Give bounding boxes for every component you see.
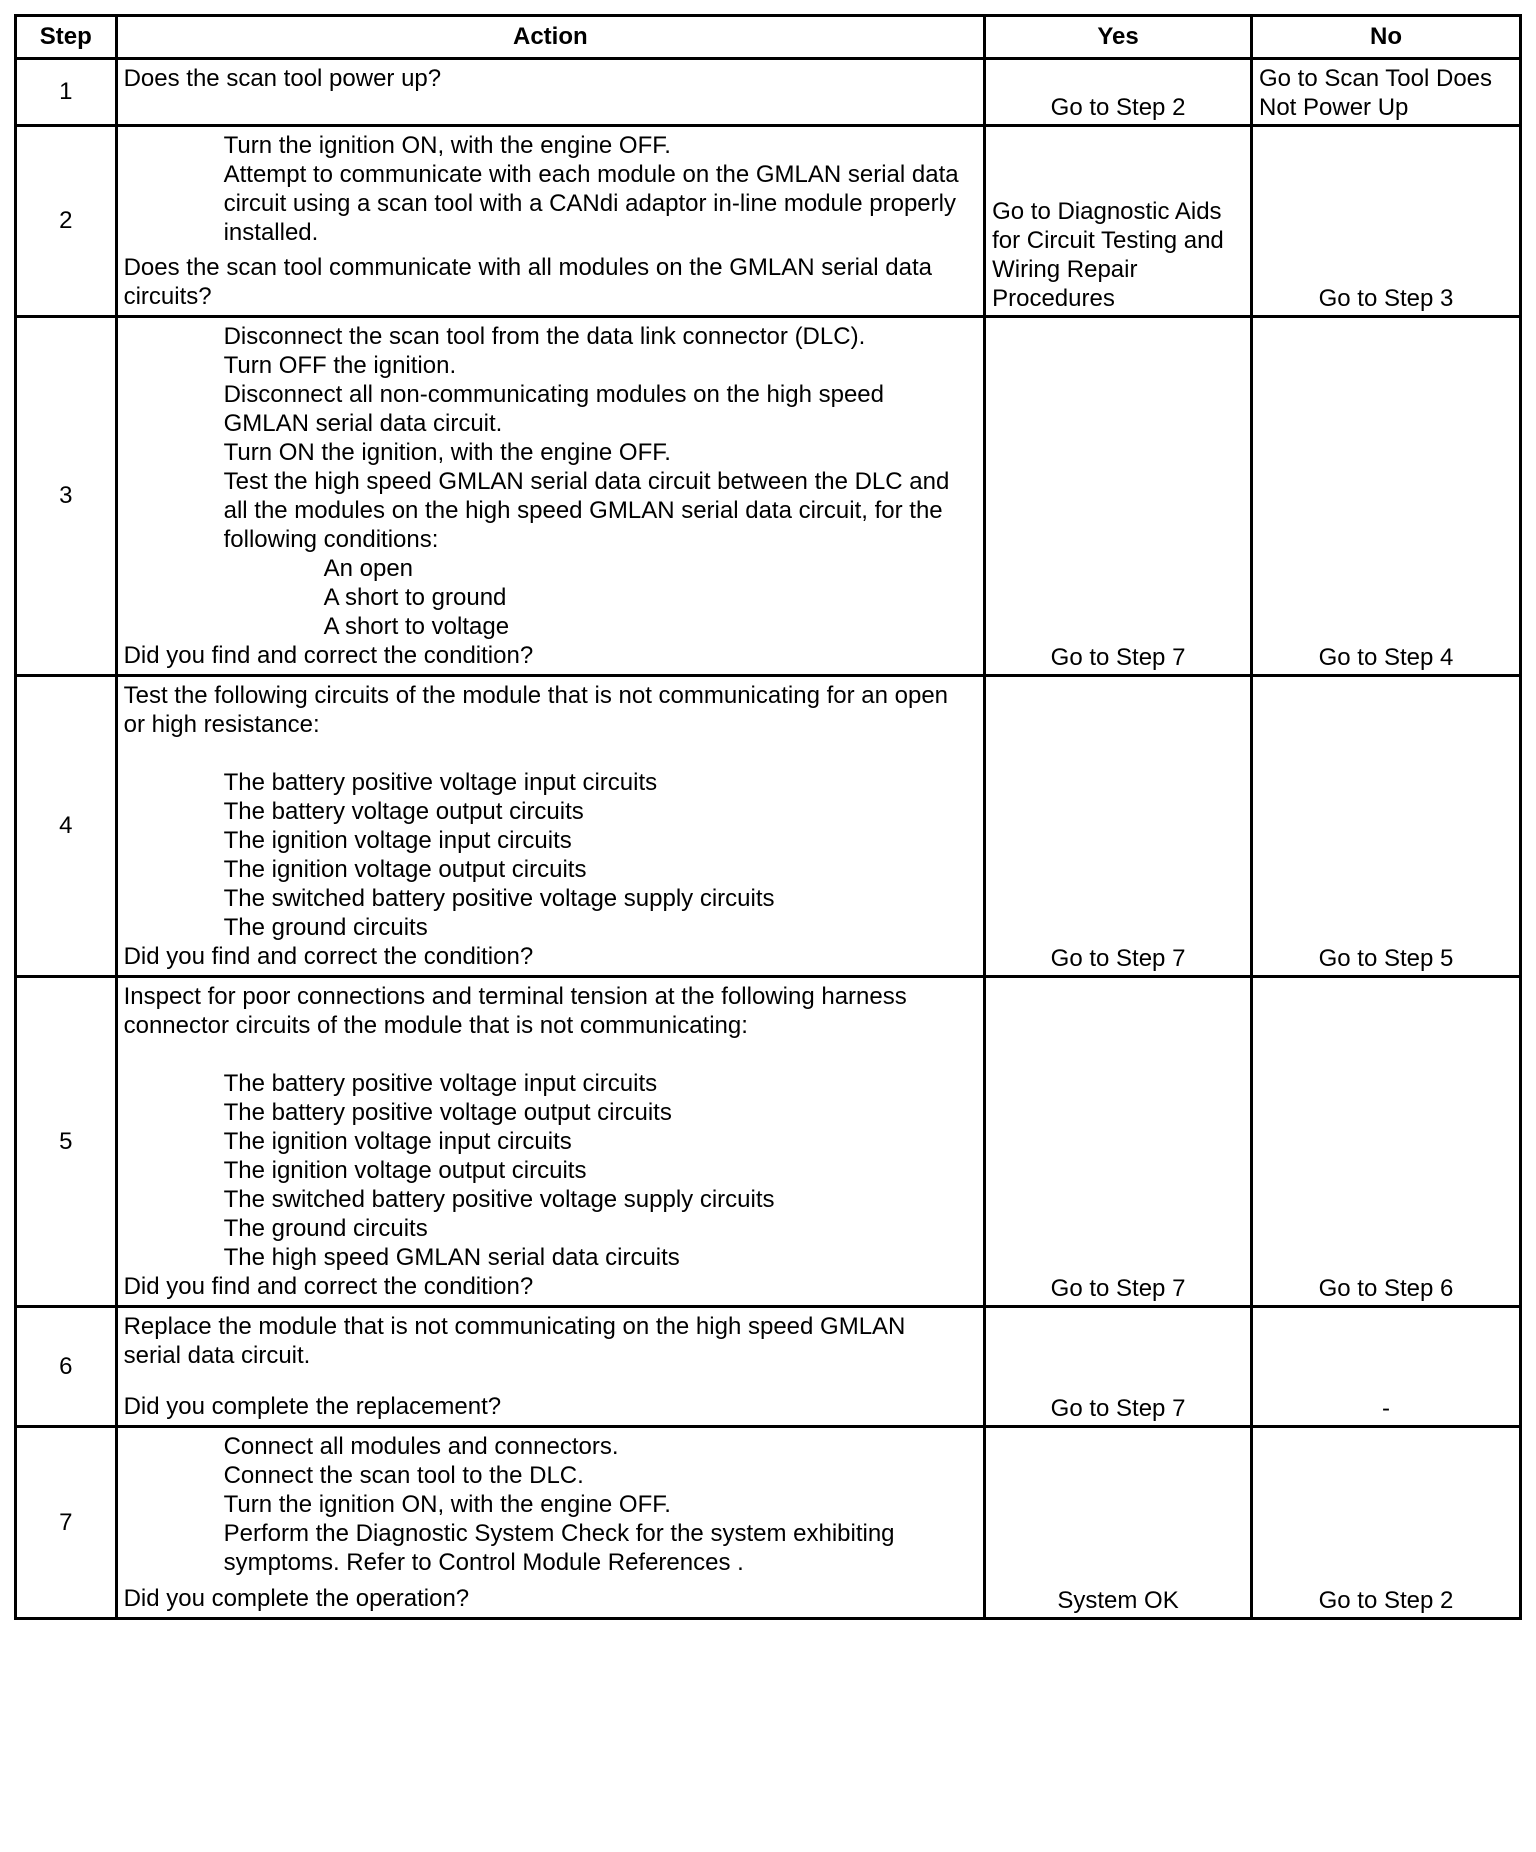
question-line: Did you find and correct the condition? [123,642,534,669]
yes-answer [986,1308,1250,1425]
action-item: The ignition voltage input circuits [223,1128,572,1155]
action-cell [116,317,985,676]
step-number: 7 [16,1427,117,1619]
yes-cell [985,1427,1252,1619]
action-content [118,318,984,674]
action-body [124,64,978,93]
action-item: The battery positive voltage input circuits [223,769,658,796]
yes-line: Go to Step 7 [1050,945,1186,972]
no-line: Go to Step 2 [1318,1587,1454,1614]
yes-answer [986,1428,1250,1617]
yes-answer [986,318,1250,674]
action-body [124,131,978,247]
no-cell [1252,676,1521,977]
yes-line: for Circuit Testing and [992,227,1224,254]
action-item: GMLAN serial data circuit. [223,410,503,437]
action-item: The battery positive voltage output circuits [223,1099,672,1126]
action-item: following conditions: [223,526,439,553]
yes-line: Go to Step 7 [1050,644,1186,671]
action-item: Disconnect the scan tool from the data link connector (DLC). [223,323,866,350]
action-cell [116,59,985,126]
diagnostic-table [14,14,1522,1620]
yes-answer [986,677,1250,975]
action-item: Connect all modules and connectors. [223,1433,619,1460]
spacer [124,739,978,768]
yes-cell [985,317,1252,676]
action-item: Connect the scan tool to the DLC. [223,1462,584,1489]
action-item: Disconnect all non-communicating modules on the high speed [223,381,884,408]
question-line: Did you complete the replacement? [123,1393,502,1420]
no-answer [1253,677,1519,975]
yes-line: Go to Step 2 [1050,94,1186,121]
action-cell [116,1307,985,1427]
action-question [124,942,978,971]
action-item: The ground circuits [223,1215,428,1242]
yes-cell [985,126,1252,317]
header-step: Step [16,16,117,59]
action-subitem: An open [323,555,414,582]
table-row [16,1307,1521,1427]
action-intro-line: Replace the module that is not communicating on the high speed GMLAN [123,1313,906,1340]
no-line: Go to Step 6 [1318,1275,1454,1302]
action-cell [116,977,985,1307]
no-cell [1252,1427,1521,1619]
action-content [118,1308,984,1425]
no-line: Go to Step 4 [1318,644,1454,671]
action-body [124,1432,978,1577]
action-item: The switched battery positive voltage supply circuits [223,1186,775,1213]
yes-line: Wiring Repair [992,256,1138,283]
table-row [16,676,1521,977]
action-item: The battery voltage output circuits [223,798,584,825]
action-item: The battery positive voltage input circuits [223,1070,658,1097]
question-line: Does the scan tool communicate with all modules on the GMLAN serial data [123,254,932,281]
no-answer [1253,60,1519,124]
action-item: The switched battery positive voltage supply circuits [223,885,775,912]
no-answer [1253,1308,1519,1425]
action-body [124,1312,978,1370]
step-number: 5 [16,977,117,1307]
table-row [16,317,1521,676]
header-action: Action [116,16,985,59]
action-item: Turn the ignition ON, with the engine OFF. [223,1491,671,1518]
no-answer [1253,127,1519,315]
step-number: 6 [16,1307,117,1427]
action-intro-line: or high resistance: [123,711,320,738]
question-line: circuits? [123,283,212,310]
step-number: 2 [16,126,117,317]
yes-line: Go to Diagnostic Aids [992,198,1222,225]
action-subitem: A short to voltage [323,613,510,640]
question-line: Did you complete the operation? [123,1585,470,1612]
no-cell [1252,59,1521,126]
action-cell [116,126,985,317]
action-item: symptoms. Refer to Control Module References . [223,1549,744,1576]
action-item: installed. [223,219,319,246]
action-content [118,978,984,1305]
action-question [124,1392,978,1421]
table-row [16,59,1521,126]
action-intro-line: Does the scan tool power up? [123,65,442,92]
action-item: Turn OFF the ignition. [223,352,457,379]
action-item: Test the high speed GMLAN serial data circuit between the DLC and [223,468,950,495]
action-item: The ground circuits [223,914,428,941]
no-line: Go to Step 5 [1318,945,1454,972]
action-item: Attempt to communicate with each module on the GMLAN serial data [223,161,959,188]
action-content [118,677,984,975]
no-line: Go to Scan Tool Does [1259,65,1493,92]
action-item: circuit using a scan tool with a CANdi adaptor in-line module properly [223,190,956,217]
no-cell [1252,317,1521,676]
action-item: The ignition voltage output circuits [223,1157,587,1184]
table-body [16,59,1521,1619]
yes-line: Go to Step 7 [1050,1395,1186,1422]
header-yes: Yes [985,16,1252,59]
step-number: 4 [16,676,117,977]
no-cell [1252,126,1521,317]
action-cell [116,676,985,977]
action-intro-line: serial data circuit. [123,1342,311,1369]
action-intro-line: Test the following circuits of the module that is not communicating for an open [123,682,949,709]
yes-answer [986,127,1250,315]
yes-line: System OK [1057,1587,1179,1614]
action-content [118,60,984,124]
action-item: Perform the Diagnostic System Check for the system exhibiting [223,1520,895,1547]
action-subitem: A short to ground [323,584,507,611]
action-item: The ignition voltage input circuits [223,827,572,854]
action-item: Turn ON the ignition, with the engine OFF. [223,439,671,466]
no-cell [1252,1307,1521,1427]
yes-line: Go to Step 7 [1050,1275,1186,1302]
action-intro-line: connector circuits of the module that is not communicating: [123,1012,748,1039]
action-body [124,681,978,942]
action-content [118,1428,984,1617]
yes-line: Procedures [992,285,1115,312]
yes-answer [986,60,1250,124]
table-row [16,977,1521,1307]
no-answer [1253,318,1519,674]
action-body [124,322,978,641]
step-number: 3 [16,317,117,676]
action-item: The ignition voltage output circuits [223,856,587,883]
no-line: - [1382,1395,1390,1422]
action-question [124,253,978,311]
step-number: 1 [16,59,117,126]
no-line: Not Power Up [1259,94,1409,121]
no-answer [1253,978,1519,1305]
action-question [124,1272,978,1301]
spacer [124,1040,978,1069]
action-body [124,982,978,1272]
action-item: Turn the ignition ON, with the engine OFF. [223,132,671,159]
yes-answer [986,978,1250,1305]
header-no: No [1252,16,1521,59]
action-question [124,641,978,670]
no-line: Go to Step 3 [1318,285,1454,312]
no-cell [1252,977,1521,1307]
action-content [118,127,984,315]
table-row [16,1427,1521,1619]
no-answer [1253,1428,1519,1617]
action-question [124,1584,978,1613]
question-line: Did you find and correct the condition? [123,1273,534,1300]
yes-cell [985,676,1252,977]
table-row [16,126,1521,317]
yes-cell [985,59,1252,126]
header-row [16,16,1521,59]
action-intro-line: Inspect for poor connections and terminal tension at the following harness [123,983,907,1010]
action-cell [116,1427,985,1619]
yes-cell [985,977,1252,1307]
action-item: all the modules on the high speed GMLAN serial data circuit, for the [223,497,943,524]
action-item: The high speed GMLAN serial data circuits [223,1244,680,1271]
question-line: Did you find and correct the condition? [123,943,534,970]
yes-cell [985,1307,1252,1427]
